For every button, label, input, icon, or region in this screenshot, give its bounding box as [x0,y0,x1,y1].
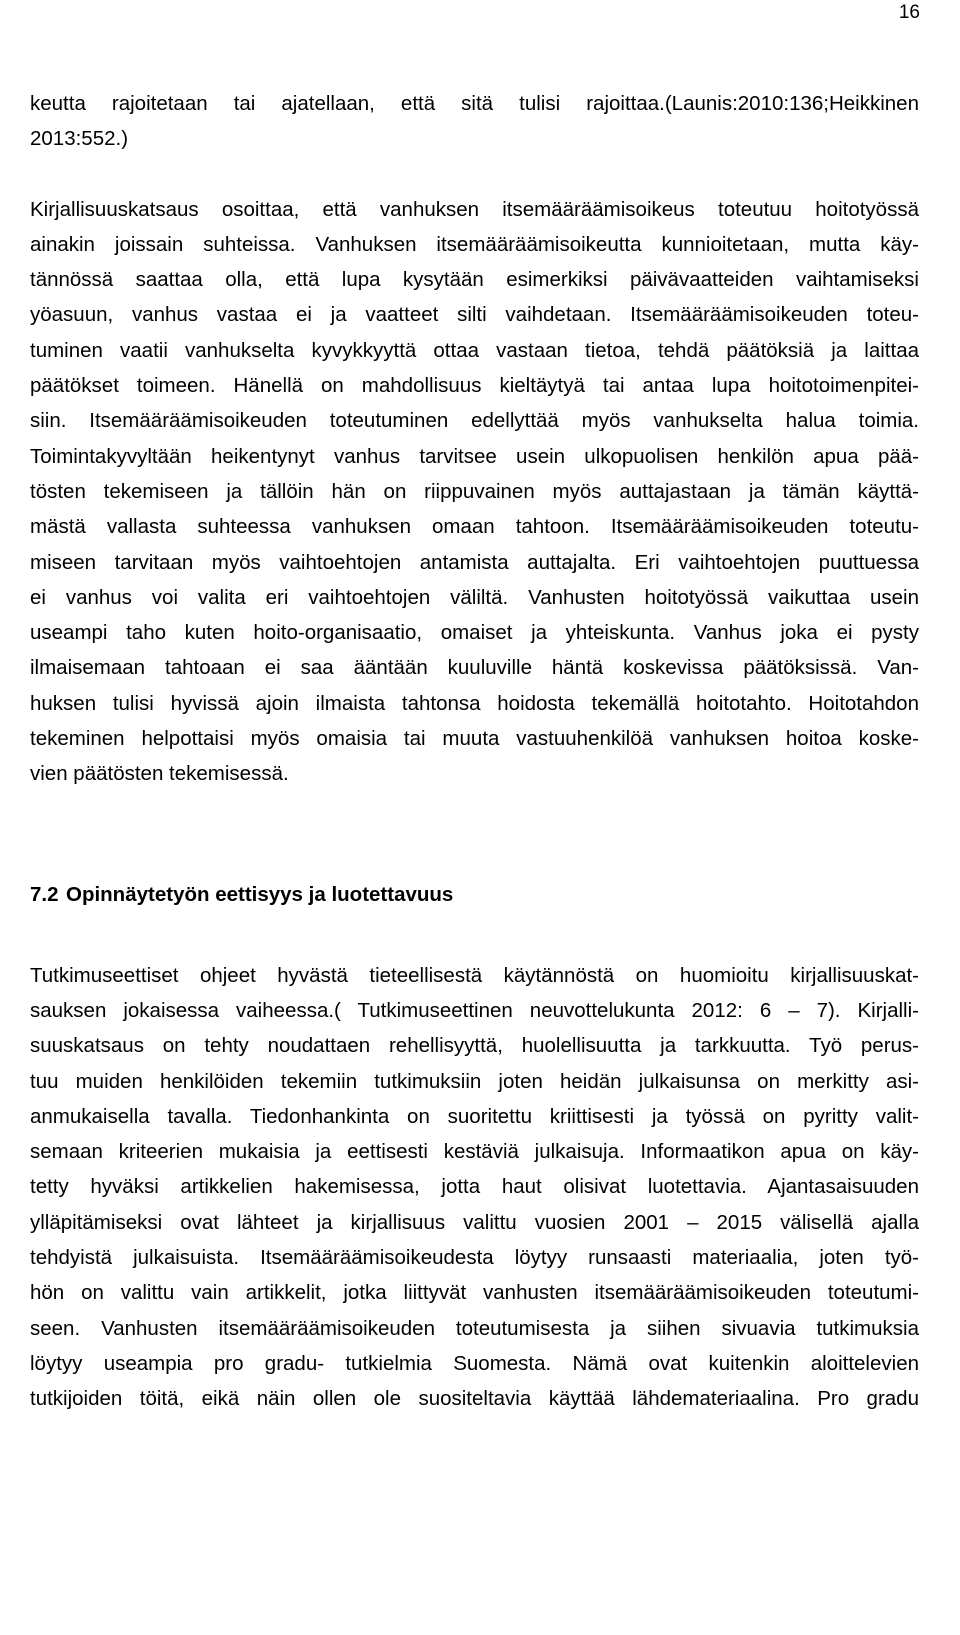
text-line: tuu muiden henkilöiden tekemiin tutkimuksiin joten heidän julkaisunsa on merkitty asi- [30,1069,919,1093]
text-line: Toimintakyvyltään heikentynyt vanhus tarvitsee usein ulkopuolisen henkilön apua pää- [30,444,919,468]
text-line: Tutkimuseettiset ohjeet hyvästä tieteellisestä käytännöstä on huomioitu kirjallisuuskat- [30,963,919,987]
text-line: tetty hyväksi artikkelien hakemisessa, jotta haut olisivat luotettavia. Ajantasaisuuden [30,1175,919,1199]
text-line: mästä vallasta suhteessa vanhuksen omaan tahtoon. Itsemääräämisoikeuden toteutu- [30,515,919,539]
text-line: vien päätösten tekemisessä. [30,762,289,786]
document-body [30,86,919,1417]
text-line: suuskatsaus on tehty noudattaen rehellisyyttä, huolellisuutta ja tarkkuutta. Työ perus- [30,1034,919,1058]
text-line: siin. Itsemääräämisoikeuden toteutuminen edellyttää myös vanhukselta halua toimia. [30,409,919,433]
section-heading [30,880,919,910]
text-line: tekeminen helpottaisi myös omaisia tai muuta vastuuhenkilöä vanhuksen hoitoa koske- [30,727,919,751]
text-line: päätökset toimeen. Hänellä on mahdollisuus kieltäytyä tai antaa lupa hoitotoimenpitei- [30,374,919,398]
text-line: anmukaisella tavalla. Tiedonhankinta on suoritettu kriittisesti ja työssä on pyritty valit- [30,1104,919,1128]
text-line: tehdyistä julkaisuista. Itsemääräämisoikeudesta löytyy runsaasti materiaalia, joten työ- [30,1246,919,1270]
text-line: huksen tulisi hyvissä ajoin ilmaista tahtonsa hoidosta tekemällä hoitotahto. Hoitotahdon [30,691,919,715]
section-number: 7.2 [30,882,59,906]
text-line: yöasuun, vanhus vastaa ei ja vaatteet silti vaihdetaan. Itsemääräämisoikeuden toteu- [30,303,919,327]
text-line: ainakin joissain suhteissa. Vanhuksen itsemääräämisoikeutta kunnioitetaan, mutta käy- [30,232,919,256]
text-line: löytyy useampia pro gradu- tutkielmia Suomesta. Nämä ovat kuitenkin aloittelevien [30,1351,919,1375]
text-line: ei vanhus voi valita eri vaihtoehtojen väliltä. Vanhusten hoitotyössä vaikuttaa usein [30,585,919,609]
text-line: miseen tarvitaan myös vaihtoehtojen antamista auttajalta. Eri vaihtoehtojen puuttuessa [30,550,919,574]
paragraph-2 [30,192,919,792]
text-line: hön on valittu vain artikkelit, jotka liittyvät vanhusten itsemääräämisoikeuden toteutumi- [30,1281,919,1305]
text-line: ilmaisemaan tahtoaan ei saa ääntään kuuluville häntä koskevissa päätöksissä. Van- [30,656,919,680]
text-line: tösten tekemiseen ja tällöin hän on riippuvainen myös auttajastaan ja tämän käyttä- [30,479,919,503]
text-line: tutkijoiden töitä, eikä näin ollen ole suositeltavia käyttää lähdemateriaalina. Pro gradu [30,1387,919,1411]
paragraph-3 [30,958,919,1417]
text-line: tuminen vaatii vanhukselta kyvykkyyttä ottaa vastaan tietoa, tehdä päätöksiä ja laittaa [30,338,919,362]
text-line: Kirjallisuuskatsaus osoittaa, että vanhuksen itsemääräämisoikeus toteutuu hoitotyössä [30,197,919,221]
text-line: useampi taho kuten hoito-organisaatio, omaiset ja yhteiskunta. Vanhus joka ei pysty [30,621,919,645]
text-line: tännössä saattaa olla, että lupa kysytään esimerkiksi päivävaatteiden vaihtamiseksi [30,268,919,292]
page-number: 16 [898,2,920,23]
text-line: keutta rajoitetaan tai ajatellaan, että sitä tulisi rajoittaa.(Launis:2010:136;Heikkinen [30,92,919,115]
text-line: semaan kriteerien mukaisia ja eettisesti kestäviä julkaisuja. Informaatikon apua on käy- [30,1140,919,1164]
paragraph-1 [30,86,919,157]
section-title: Opinnäytetyön eettisyys ja luotettavuus [66,882,454,906]
text-line: 2013:552.) [30,127,129,151]
text-line: ylläpitämiseksi ovat lähteet ja kirjallisuus valittu vuosien 2001 – 2015 välisellä ajalla [30,1210,919,1234]
text-line: seen. Vanhusten itsemääräämisoikeuden toteutumisesta ja siihen sivuavia tutkimuksia [30,1316,919,1340]
text-line: sauksen jokaisessa vaiheessa.( Tutkimuseettinen neuvottelukunta 2012: 6 – 7). Kirjalli- [30,998,919,1022]
